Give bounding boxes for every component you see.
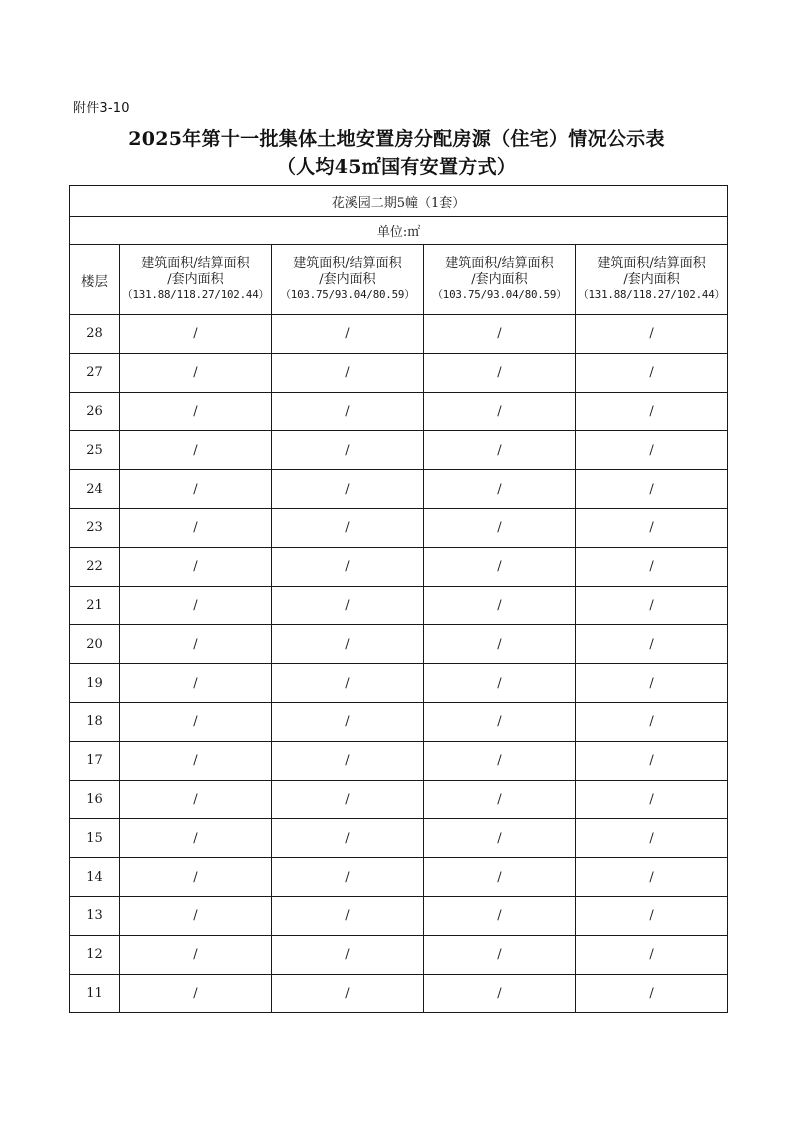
unit-cell: /: [120, 896, 272, 935]
unit-cell: /: [120, 858, 272, 897]
unit-cell: /: [576, 353, 728, 392]
header-line-area-labels: 建筑面积/结算面积: [293, 256, 402, 272]
unit-row: [70, 217, 728, 245]
floor-number: 17: [70, 741, 120, 780]
unit-type-header-3: [424, 245, 576, 315]
unit-cell: /: [120, 586, 272, 625]
header-row: [70, 245, 728, 315]
floor-number: 12: [70, 935, 120, 974]
unit-cell: /: [424, 741, 576, 780]
unit-cell: /: [576, 431, 728, 470]
table-row: [70, 896, 728, 935]
table-row: [70, 470, 728, 509]
unit-cell: /: [424, 974, 576, 1013]
header-line-inner-area: /套内面积: [471, 271, 528, 287]
table-row: [70, 625, 728, 664]
floor-number: 27: [70, 353, 120, 392]
unit-cell: /: [424, 896, 576, 935]
unit-cell: /: [120, 664, 272, 703]
unit-cell: /: [120, 392, 272, 431]
floor-number: 19: [70, 664, 120, 703]
unit-cell: /: [576, 392, 728, 431]
unit-cell: /: [424, 392, 576, 431]
header-line-inner-area: /套内面积: [623, 271, 680, 287]
floor-number: 20: [70, 625, 120, 664]
unit-cell: /: [120, 819, 272, 858]
unit-cell: /: [120, 702, 272, 741]
floor-number: 28: [70, 315, 120, 354]
unit-cell: /: [120, 353, 272, 392]
table-row: [70, 586, 728, 625]
unit-cell: /: [424, 315, 576, 354]
table-row: [70, 935, 728, 974]
unit-cell: /: [120, 935, 272, 974]
unit-cell: /: [272, 315, 424, 354]
unit-cell: /: [424, 702, 576, 741]
unit-cell: /: [272, 508, 424, 547]
header-line-area-values: （131.88/118.27/102.44）: [121, 288, 270, 302]
unit-cell: /: [424, 547, 576, 586]
unit-cell: /: [576, 625, 728, 664]
unit-cell: /: [424, 935, 576, 974]
unit-cell: /: [272, 819, 424, 858]
unit-cell: /: [120, 974, 272, 1013]
table-row: [70, 508, 728, 547]
table-row: [70, 974, 728, 1013]
floor-number: 26: [70, 392, 120, 431]
unit-cell: /: [576, 547, 728, 586]
unit-cell: /: [424, 625, 576, 664]
unit-cell: /: [272, 896, 424, 935]
page-title: 2025年第十一批集体土地安置房分配房源（住宅）情况公示表: [128, 128, 665, 150]
unit-cell: /: [424, 470, 576, 509]
unit-cell: /: [120, 741, 272, 780]
unit-cell: /: [424, 586, 576, 625]
unit-cell: /: [272, 547, 424, 586]
unit-cell: /: [424, 664, 576, 703]
floor-number: 14: [70, 858, 120, 897]
floor-number: 11: [70, 974, 120, 1013]
unit-cell: /: [272, 974, 424, 1013]
unit-cell: /: [576, 702, 728, 741]
header-line-area-values: （103.75/93.04/80.59）: [432, 288, 567, 302]
unit-cell: /: [272, 702, 424, 741]
header-line-inner-area: /套内面积: [167, 271, 224, 287]
unit-cell: /: [424, 431, 576, 470]
floor-number: 15: [70, 819, 120, 858]
table-row: [70, 315, 728, 354]
unit-cell: /: [272, 392, 424, 431]
header-line-area-labels: 建筑面积/结算面积: [141, 256, 250, 272]
unit-cell: /: [576, 508, 728, 547]
unit-cell: /: [424, 780, 576, 819]
unit-cell: /: [576, 935, 728, 974]
unit-cell: /: [424, 858, 576, 897]
unit-cell: /: [576, 664, 728, 703]
unit-cell: /: [272, 431, 424, 470]
table-row: [70, 819, 728, 858]
unit-cell: /: [576, 819, 728, 858]
floor-number: 22: [70, 547, 120, 586]
unit-cell: /: [576, 858, 728, 897]
unit-cell: /: [272, 935, 424, 974]
unit-cell: /: [120, 780, 272, 819]
unit-cell: /: [576, 315, 728, 354]
unit-cell: /: [272, 586, 424, 625]
unit-cell: /: [120, 431, 272, 470]
unit-cell: /: [576, 780, 728, 819]
floor-column-header: 楼层: [70, 245, 120, 315]
header-line-inner-area: /套内面积: [319, 271, 376, 287]
floor-number: 16: [70, 780, 120, 819]
unit-label: 单位:㎡: [70, 217, 728, 245]
header-line-area-labels: 建筑面积/结算面积: [597, 256, 706, 272]
unit-type-header-1: [120, 245, 272, 315]
unit-cell: /: [424, 353, 576, 392]
unit-cell: /: [424, 508, 576, 547]
complex-name: 花溪园二期5幢（1套）: [70, 186, 728, 217]
unit-cell: /: [272, 470, 424, 509]
unit-cell: /: [272, 353, 424, 392]
attachment-label: 附件3-10: [73, 101, 130, 116]
floor-number: 24: [70, 470, 120, 509]
table-row: [70, 547, 728, 586]
header-line-area-values: （103.75/93.04/80.59）: [280, 288, 415, 302]
unit-cell: /: [272, 780, 424, 819]
floor-number: 18: [70, 702, 120, 741]
allocation-table: [69, 185, 728, 1013]
table-row: [70, 431, 728, 470]
floor-number: 25: [70, 431, 120, 470]
unit-cell: /: [120, 508, 272, 547]
unit-cell: /: [120, 547, 272, 586]
unit-cell: /: [576, 470, 728, 509]
floor-number: 13: [70, 896, 120, 935]
table-row: [70, 741, 728, 780]
complex-row: [70, 186, 728, 217]
page-subtitle: （人均45㎡国有安置方式）: [276, 156, 517, 178]
unit-cell: /: [272, 741, 424, 780]
table-row: [70, 858, 728, 897]
table-row: [70, 780, 728, 819]
unit-cell: /: [424, 819, 576, 858]
floor-number: 23: [70, 508, 120, 547]
table-row: [70, 702, 728, 741]
table-row: [70, 392, 728, 431]
unit-cell: /: [576, 896, 728, 935]
floor-number: 21: [70, 586, 120, 625]
header-line-area-labels: 建筑面积/结算面积: [445, 256, 554, 272]
unit-type-header-4: [576, 245, 728, 315]
table-row: [70, 664, 728, 703]
unit-cell: /: [576, 586, 728, 625]
unit-cell: /: [576, 741, 728, 780]
unit-cell: /: [120, 470, 272, 509]
unit-cell: /: [120, 625, 272, 664]
unit-cell: /: [272, 858, 424, 897]
unit-cell: /: [576, 974, 728, 1013]
header-line-area-values: （131.88/118.27/102.44）: [577, 288, 726, 302]
unit-cell: /: [120, 315, 272, 354]
unit-cell: /: [272, 625, 424, 664]
unit-cell: /: [272, 664, 424, 703]
unit-type-header-2: [272, 245, 424, 315]
table-row: [70, 353, 728, 392]
